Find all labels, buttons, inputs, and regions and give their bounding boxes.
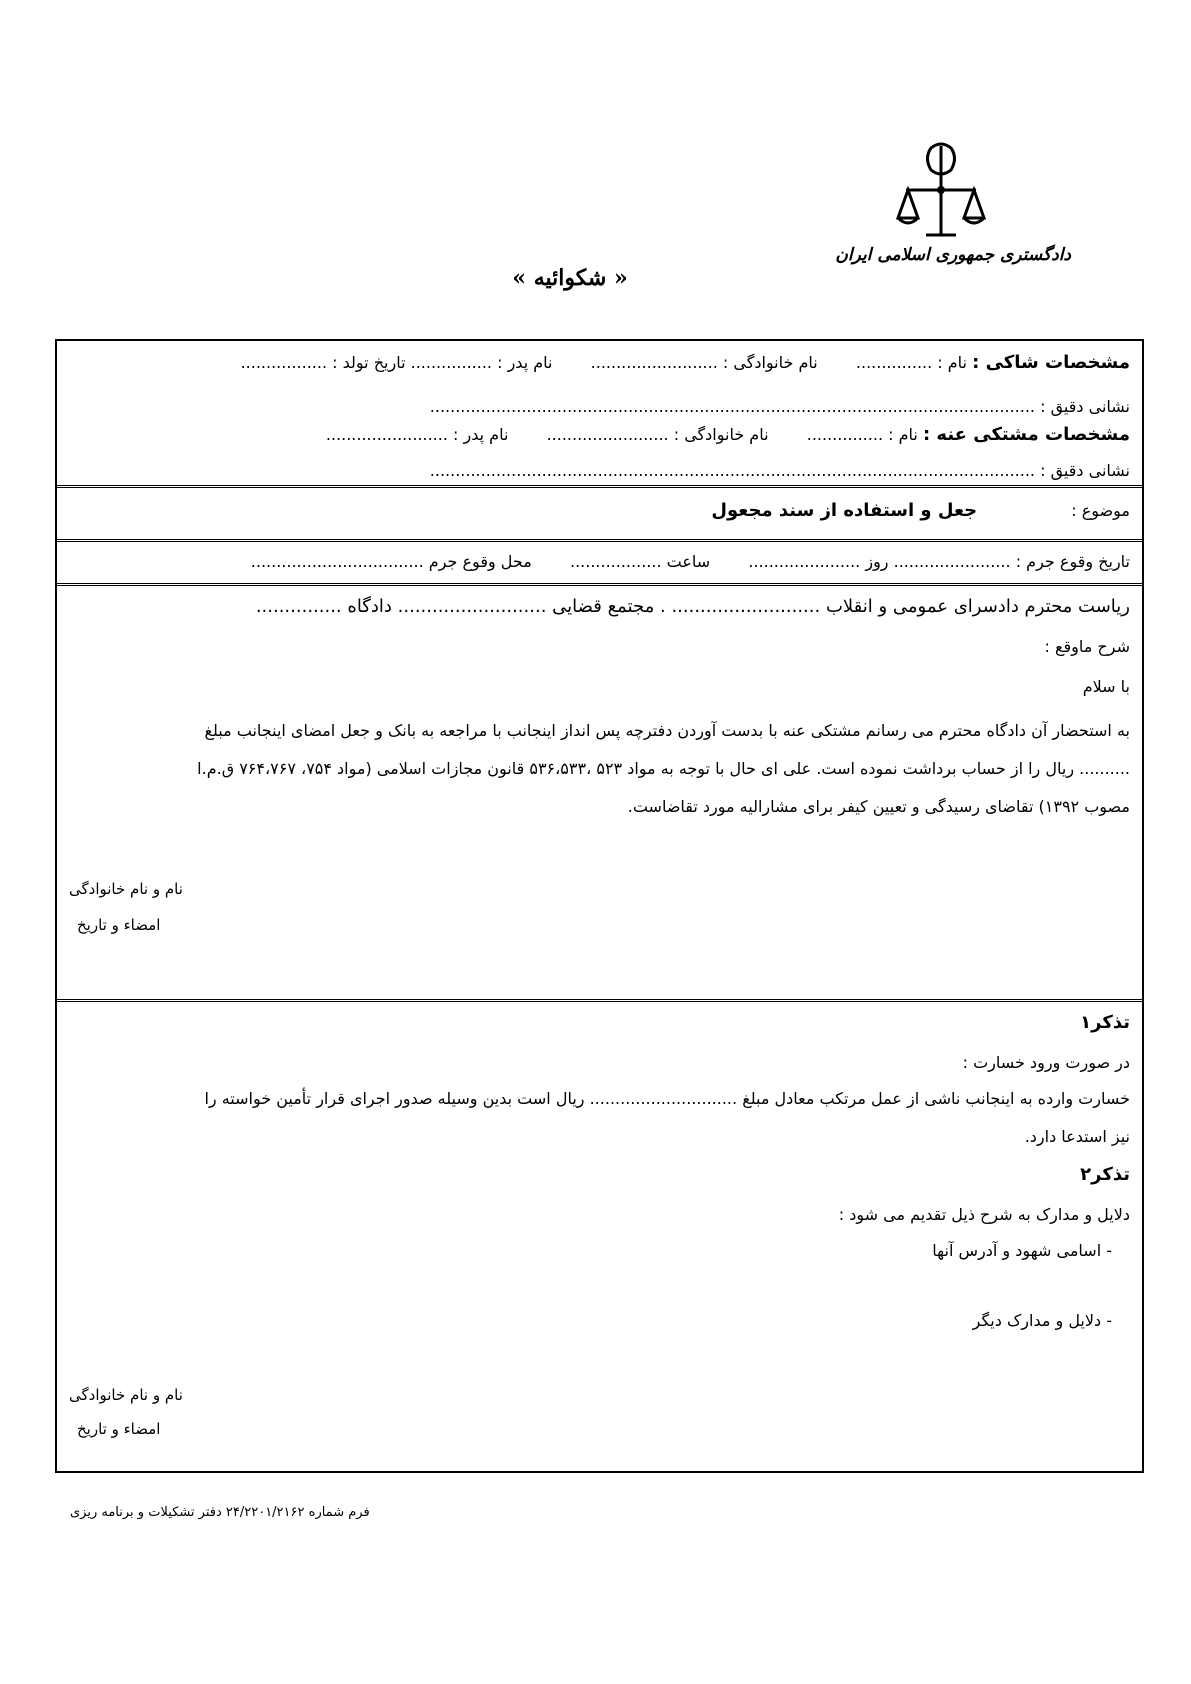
judiciary-emblem (811, 140, 1071, 290)
note1-line-2b: ریال است بدین وسیله صدور اجرای قرار تأمین خواسته را (204, 1089, 585, 1108)
defendant-address-field[interactable]: ....................................................................................................................... (429, 461, 1035, 480)
signature-date-label: امضاء و تاریخ (77, 916, 161, 934)
complainant-father-label: نام پدر : (497, 353, 553, 372)
court-field-3[interactable]: ............... (255, 596, 342, 617)
crime-section (57, 543, 1142, 586)
scales-of-justice-icon (886, 140, 996, 245)
crime-time-field[interactable]: .................. (569, 552, 662, 571)
note-signature-date-label: امضاء و تاریخ (77, 1420, 161, 1438)
defendant-family-field[interactable]: ........................ (546, 425, 669, 444)
defendant-family-label: نام خانوادگی : (673, 425, 769, 444)
subject-label: موضوع : (1071, 501, 1130, 520)
court-field-2[interactable]: .......................... (397, 596, 547, 617)
signature-name-label: نام و نام خانوادگی (69, 880, 183, 898)
note1-title: تذکر۱ (1080, 1012, 1130, 1033)
defendant-name-field[interactable]: ............... (806, 425, 884, 444)
parties-section (57, 341, 1142, 488)
complainant-family-field[interactable]: ......................... (590, 353, 718, 372)
subject-value: جعل و استفاده از سند مجعول (711, 500, 978, 521)
crime-date-field[interactable]: ....................... (893, 552, 1011, 571)
notes-section (57, 1003, 1142, 1473)
crime-day-field[interactable]: ...................... (748, 552, 861, 571)
complainant-family-label: نام خانوادگی : (722, 353, 818, 372)
description-paragraph-2: ریال را از حساب برداشت نموده است. علی ای حال با توجه به مواد ۵۲۳ ،۵۳۶،۵۳۳ قانون مجازات اسلامی (مواد ۷۵۴، ۷۶۴،۷۶۷ ق.م.ا (197, 759, 1075, 778)
complaint-form (55, 339, 1144, 1473)
complainant-name-field[interactable]: ............... (855, 353, 933, 372)
crime-day-label: روز (865, 552, 889, 571)
complainant-address-field[interactable]: ....................................................................................................................... (429, 397, 1035, 416)
defendant-address-label: نشانی دقیق : (1040, 461, 1130, 480)
description-paragraph-3: مصوب ۱۳۹۲) تقاضای رسیدگی و تعیین کیفر برای مشارالیه مورد تقاضاست. (627, 797, 1130, 816)
body-section (57, 587, 1142, 1002)
complainant-name-label: نام : (937, 353, 968, 372)
complainant-father-field[interactable]: ................ (410, 353, 492, 372)
complainant-birth-label: تاریخ تولد : (332, 353, 406, 372)
defendant-father-label: نام پدر : (453, 425, 509, 444)
defendant-row (69, 423, 1130, 447)
court-address-1: ریاست محترم دادسرای عمومی و انقلاب (825, 596, 1130, 617)
form-number-footer: فرم شماره ۲۴/۲۲۰۱/۲۱۶۲ دفتر تشکیلات و برنامه ریزی (70, 1505, 370, 1520)
note1-line-3: نیز استدعا دارد. (1024, 1127, 1130, 1146)
note2-title: تذکر۲ (1080, 1164, 1130, 1185)
court-address-3: دادگاه (347, 596, 392, 617)
defendant-father-field[interactable]: ........................ (325, 425, 448, 444)
crime-time-label: ساعت (666, 552, 711, 571)
description-paragraph-2-row (69, 757, 1130, 781)
note2-item-1: - اسامی شهود و آدرس آنها (932, 1241, 1112, 1260)
defendant-name-label: نام : (888, 425, 918, 444)
complainant-address-row (69, 395, 1130, 419)
note1-line-2 (69, 1087, 1130, 1111)
complainant-row (69, 351, 1130, 375)
crime-place-field[interactable]: .................................. (250, 552, 424, 571)
complainant-address-label: نشانی دقیق : (1040, 397, 1130, 416)
page-title: « شکوائیه » (512, 265, 628, 291)
note1-line-2a: خسارت وارده به اینجانب ناشی از عمل مرتکب معادل مبلغ (742, 1089, 1130, 1108)
description-label: شرح ماوقع : (1044, 637, 1130, 656)
note2-item-2: - دلایل و مدارک دیگر (972, 1311, 1112, 1330)
note2-line-1: دلایل و مدارک به شرح ذیل تقدیم می شود : (838, 1205, 1130, 1224)
defendant-address-row (69, 459, 1130, 483)
note-signature-name-label: نام و نام خانوادگی (69, 1386, 183, 1404)
crime-place-label: محل وقوع جرم (428, 552, 532, 571)
complainant-label: مشخصات شاکی : (972, 352, 1130, 373)
description-paragraph-1: به استحضار آن دادگاه محترم می رسانم مشتکی عنه با بدست آوردن دفترچه پس انداز اینجانب با مراجعه به بانک و جعل امضای اینجانب مبلغ (204, 721, 1130, 740)
complainant-birth-field[interactable]: ................. (240, 353, 328, 372)
court-field-1[interactable]: .......................... (671, 596, 821, 617)
note1-line-1: در صورت ورود خسارت : (962, 1053, 1130, 1072)
amount-field[interactable]: .......... (1079, 759, 1130, 778)
subject-section (57, 489, 1142, 542)
damage-amount-field[interactable]: ............................. (589, 1089, 738, 1108)
defendant-label: مشخصات مشتکی عنه : (922, 424, 1130, 445)
court-address-2: . مجتمع قضایی (552, 596, 666, 617)
organization-name: دادگستری جمهوری اسلامی ایران (835, 245, 1071, 265)
greeting: با سلام (1082, 677, 1130, 696)
crime-date-label: تاریخ وقوع جرم : (1015, 552, 1130, 571)
